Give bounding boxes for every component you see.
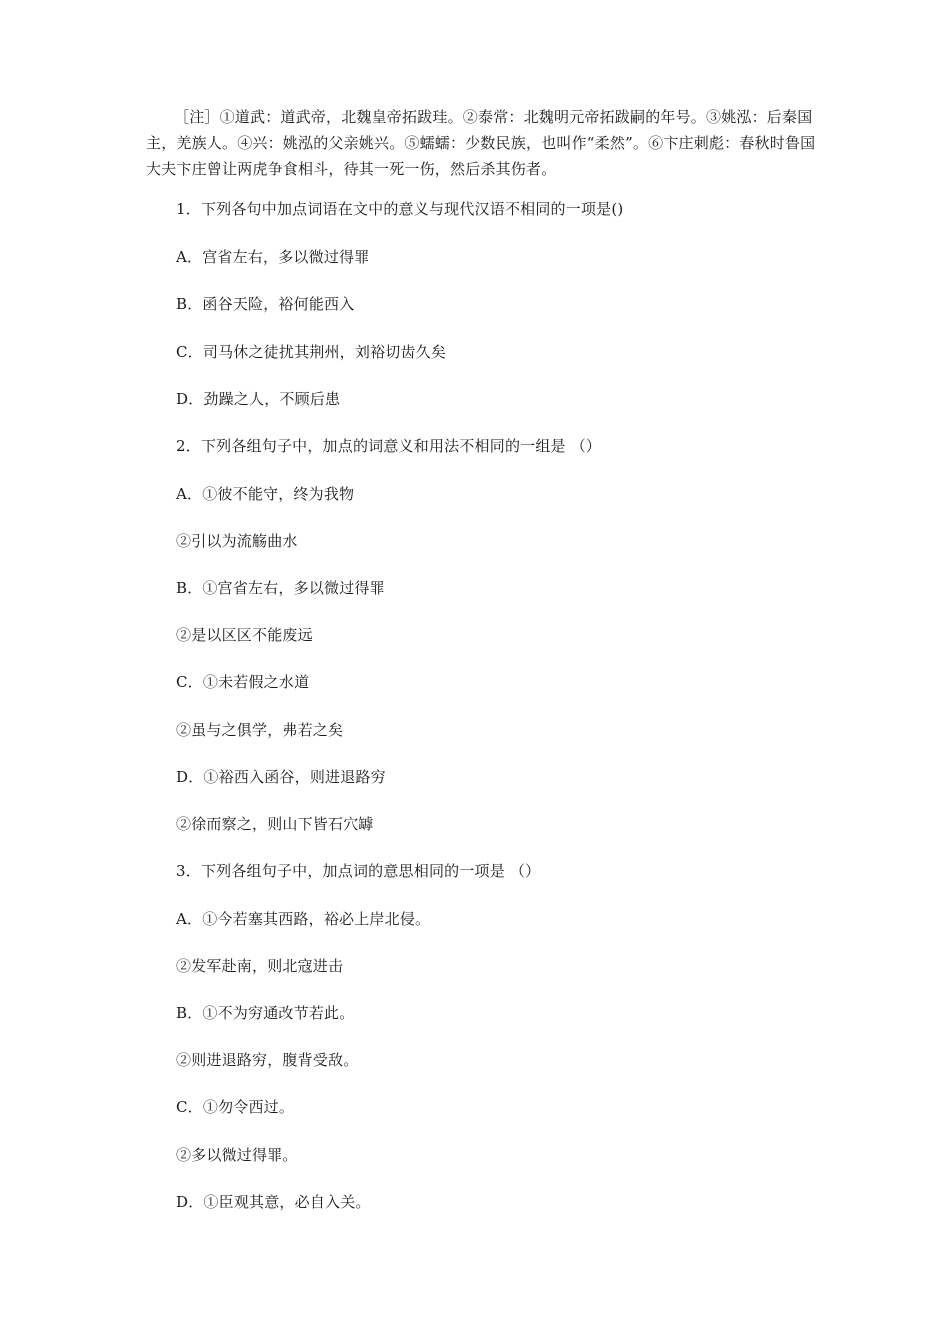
option-1b: B．函谷天险，裕何能西入 xyxy=(176,295,355,313)
option-2b-2: ②是以区区不能废远 xyxy=(176,626,313,644)
question-2: 2．下列各组句子中，加点的词意义和用法不相同的一组是 （） xyxy=(176,437,602,455)
option-2c-2: ②虽与之俱学，弗若之矣 xyxy=(176,721,344,739)
option-1d: D．劲躁之人，不顾后患 xyxy=(176,390,341,408)
option-2b-1: B．①宫省左右，多以微过得罪 xyxy=(176,579,385,597)
question-3: 3．下列各组句子中，加点词的意思相同的一项是 （） xyxy=(176,862,541,880)
option-3b-2: ②则进退路穷，腹背受敌。 xyxy=(176,1051,359,1069)
option-3c-1: C．①勿令西过。 xyxy=(176,1098,295,1116)
option-2d-1: D．①裕西入函谷，则进退路穷 xyxy=(176,768,386,786)
question-1: 1．下列各句中加点词语在文中的意义与现代汉语不相同的一项是() xyxy=(176,200,624,218)
option-3c-2: ②多以微过得罪。 xyxy=(176,1146,298,1164)
option-1c: C．司马休之徒扰其荆州，刘裕切齿久矣 xyxy=(176,343,447,361)
option-1a: A．宫省左右，多以微过得罪 xyxy=(176,248,370,266)
annotation-note: ［注］①道武：道武帝，北魏皇帝拓跋珪。②泰常：北魏明元帝拓跋嗣的年号。③姚泓：后秦国主，羌族人。④兴：姚泓的父亲姚兴。⑤蠕蠕：少数民族，也叫作“柔然”。⑥卞庄刺彪：春秋时鲁国大夫卞庄曾让两虎争食相斗，待其一死一伤，然后杀其伤者。 xyxy=(146,108,816,178)
option-3a-1: A．①今若塞其西路，裕必上岸北侵。 xyxy=(176,910,431,928)
option-2d-2: ②徐而察之，则山下皆石穴罅 xyxy=(176,815,374,833)
option-3a-2: ②发军赴南，则北寇进击 xyxy=(176,957,344,975)
option-2a-2: ②引以为流觞曲水 xyxy=(176,532,298,550)
option-2c-1: C．①未若假之水道 xyxy=(176,673,310,691)
option-3d-1: D．①臣观其意，必自入关。 xyxy=(176,1193,371,1211)
option-2a-1: A．①彼不能守，终为我物 xyxy=(176,485,355,503)
option-3b-1: B．①不为穷通改节若此。 xyxy=(176,1004,355,1022)
